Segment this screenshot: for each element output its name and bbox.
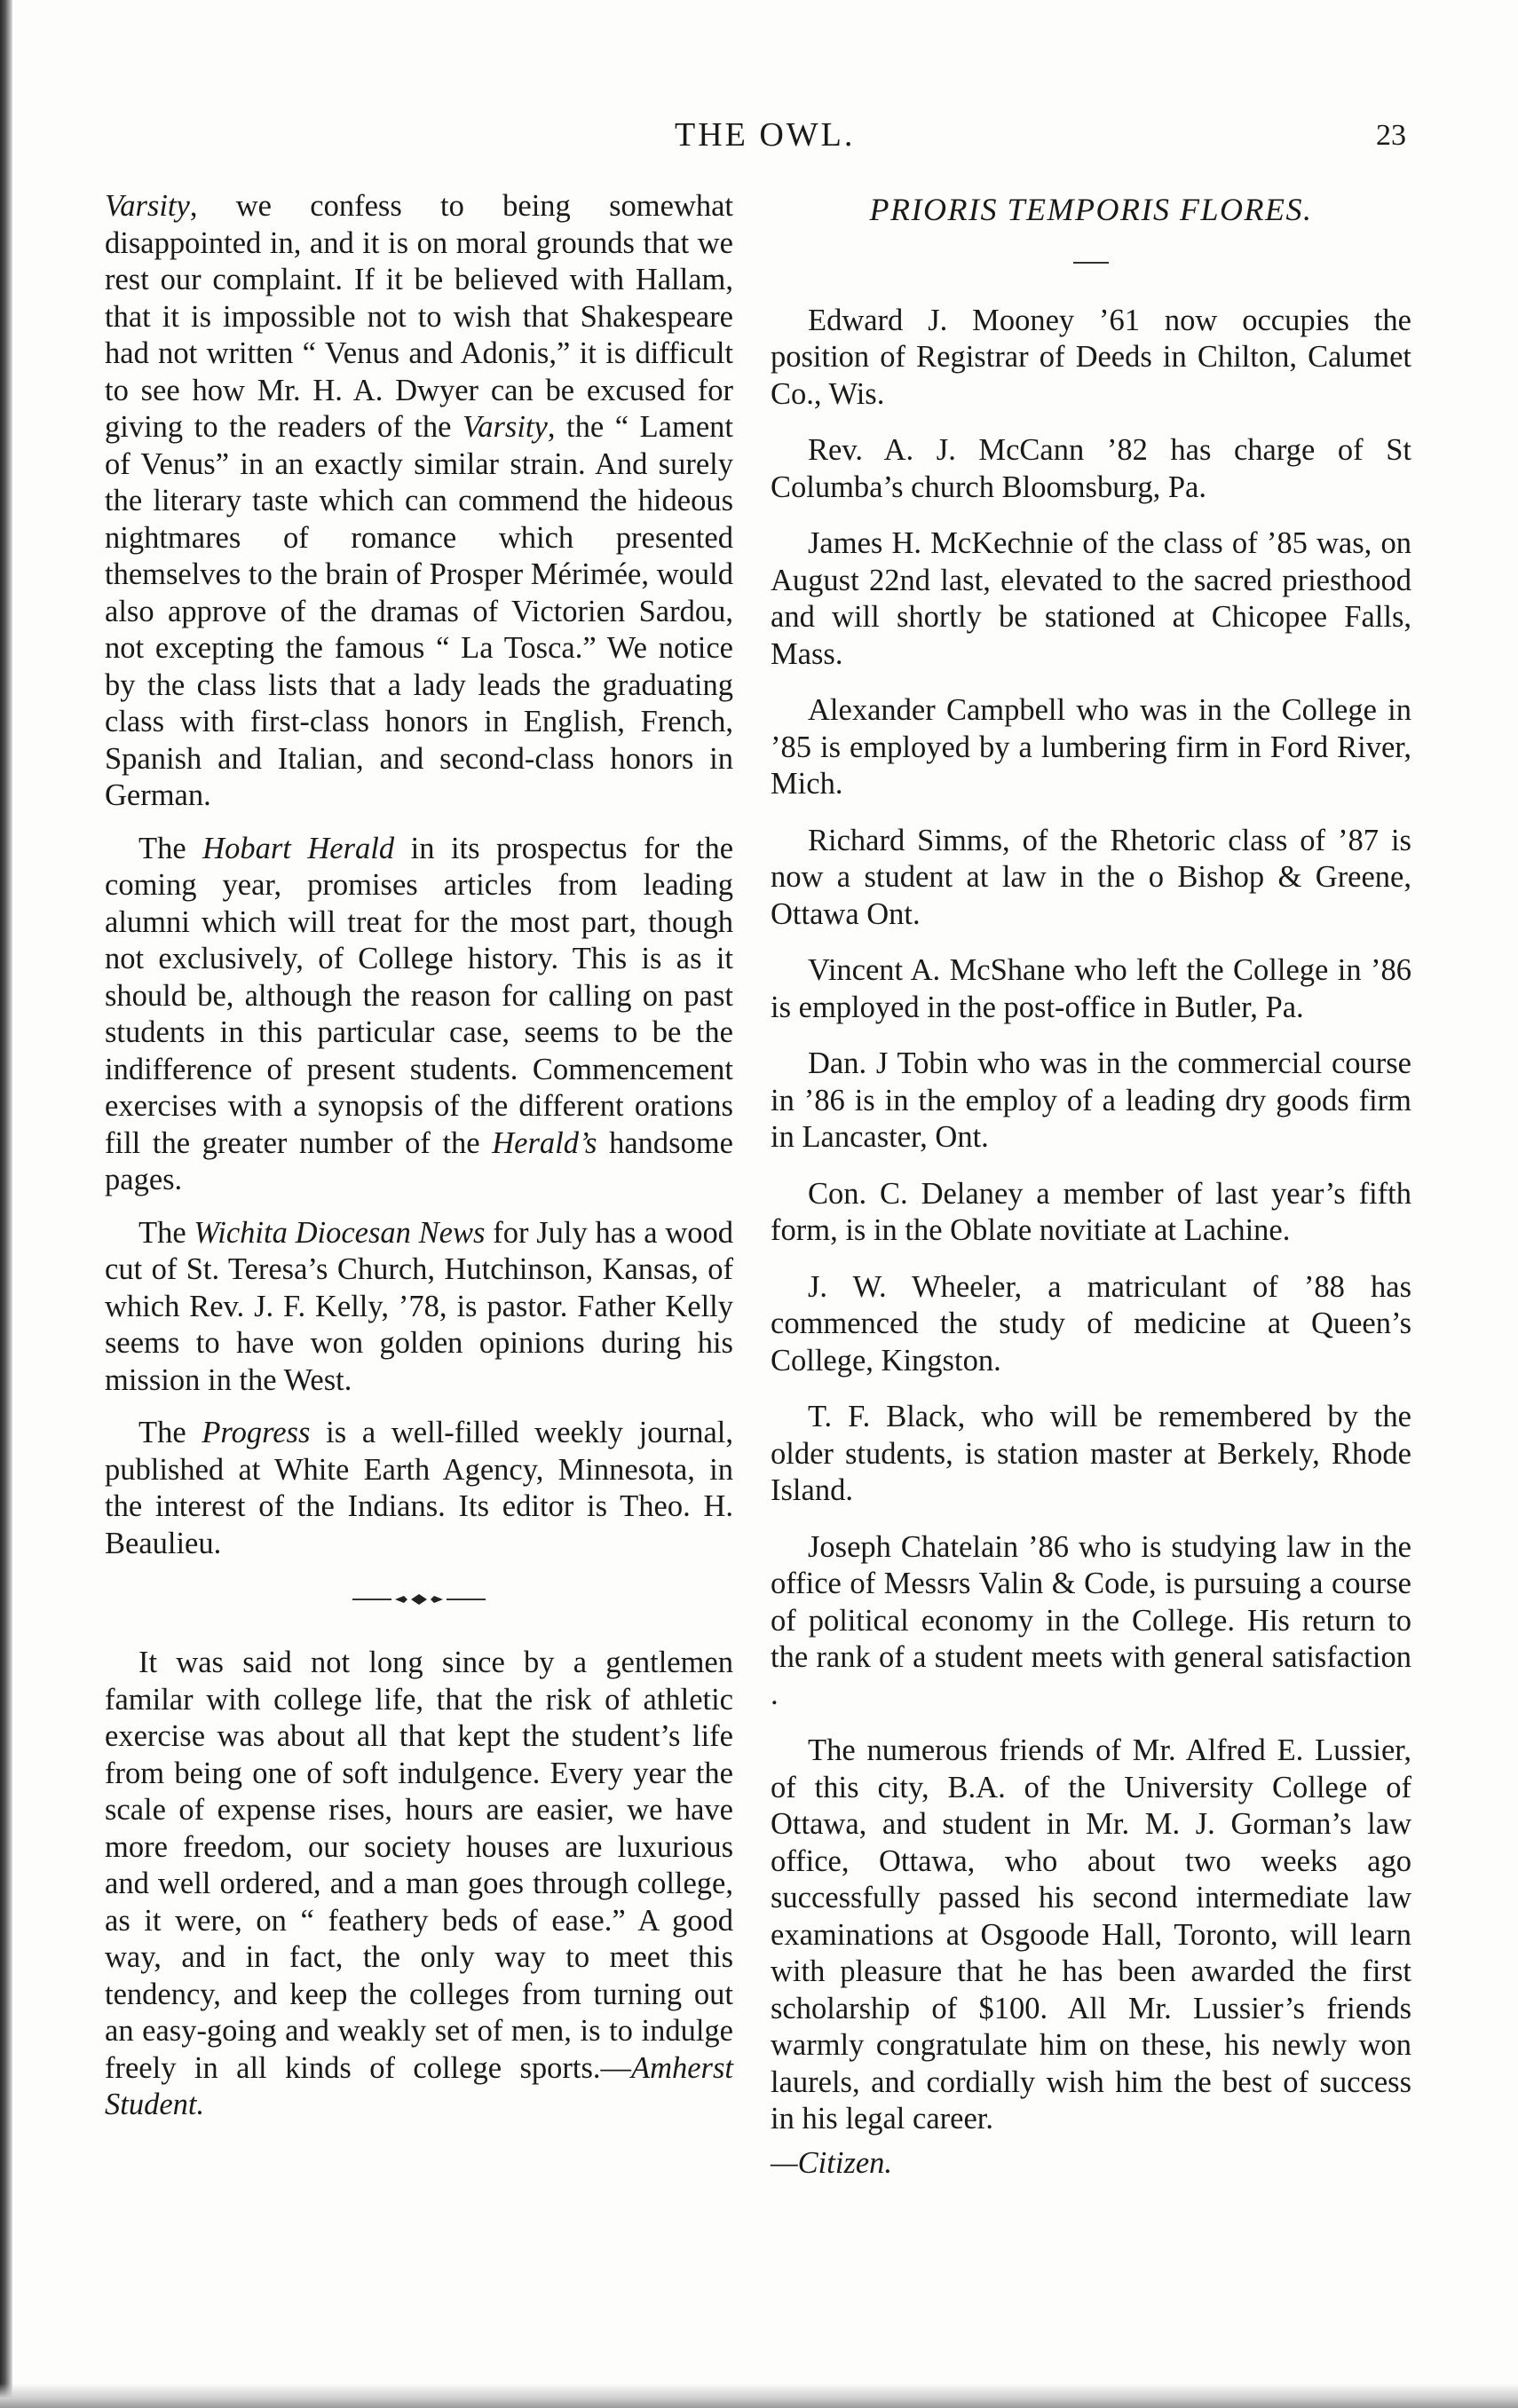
publication-title: Hobart Herald	[202, 831, 395, 865]
news-item: Con. C. Delaney a member of last year’s fifth form, is in the Oblate novitiate at Lachine.	[771, 1176, 1411, 1247]
article-paragraph	[105, 1415, 733, 1562]
left-column	[105, 188, 733, 2140]
article-paragraph	[105, 831, 733, 1199]
page-number: 23	[1376, 119, 1406, 152]
page-bottom-shadow	[0, 2383, 1518, 2408]
news-item: Joseph Chatelain ’86 who is studying law in the office of Messrs Valin & Code, is pursuing a course of political economy in the College. His return to the rank of a student meets with general satisfaction .	[771, 1529, 1411, 1711]
publication-title: Progress	[202, 1416, 311, 1449]
citation: —Citizen.	[771, 2145, 893, 2180]
publication-title: Herald’s	[492, 1125, 597, 1160]
citation: Amherst Student.	[105, 2050, 733, 2121]
page-header	[0, 115, 1518, 169]
news-item: J. W. Wheeler, a matriculant of ’88 has commenced the study of medicine at Queen’s College, Kingston.	[771, 1269, 1411, 1378]
publication-title: Varsity	[463, 410, 548, 444]
news-item: Rev. A. J. McCann ’82 has charge of St Columba’s church Bloomsburg, Pa.	[771, 433, 1411, 504]
publication-title: Wichita Diocesan News	[194, 1215, 486, 1250]
news-item: The numerous friends of Mr. Alfred E. Lussier, of this city, B.A. of the University College of Ottawa, and student in Mr. M. J. Gorman’s law office, Ottawa, who about two weeks ago successfully passed his second intermediate law examinations at Osgoode Hall, Toronto, will learn with pleasure that he has been awarded the first scholarship of $100. All Mr. Lussier’s friends warmly congratulate him on these, his newly won laurels, and cordially wish him the best of success in his legal career.	[771, 1733, 1411, 2136]
paragraph-text: handsome pages.	[105, 1125, 733, 1196]
ornament-rule-icon	[352, 1593, 486, 1606]
article-paragraph	[105, 1215, 733, 1400]
ornament-divider	[105, 1587, 733, 1606]
paragraph-text: , the “ Lament of Venus” in an exactly similar strain. And surely the literary taste which can commend the hideous nightmares of romance which presented themselves to the brain of Prosper Mérimée, would also approve of the dramas of Victorien Sardou, not excepting the famous “ La Tosca.” We notice by the class lists that a lady leads the graduating class with first-class honors in English, French, Spanish and Italian, and second-class honors in German.	[105, 410, 733, 812]
article-paragraph	[105, 1645, 733, 2124]
news-item: Alexander Campbell who was in the College in ’85 is employed by a lumbering firm in Ford River, Mich.	[771, 693, 1411, 801]
news-item: Edward J. Mooney ’61 now occupies the position of Registrar of Deeds in Chilton, Calumet Co., Wis.	[771, 303, 1411, 411]
news-item: T. F. Black, who will be remembered by the older students, is station master at Berkely, Rhode Island.	[771, 1400, 1411, 1507]
running-title: THE OWL.	[675, 116, 856, 154]
news-item: Richard Simms, of the Rhetoric class of ’87 is now a student at law in the o Bishop & Greene, Ottawa Ont.	[771, 823, 1411, 931]
paragraph-text: The	[138, 1215, 194, 1250]
publication-title: Varsity	[105, 189, 190, 223]
binding-edge	[0, 0, 12, 2408]
section-heading: PRIORIS TEMPORIS FLORES.	[869, 192, 1313, 227]
news-item: Dan. J Tobin who was in the commercial course in ’86 is in the employ of a leading dry goods firm in Lancaster, Ont.	[771, 1046, 1411, 1154]
paragraph-text: is a well-filled weekly journal, published at White Earth Agency, Minnesota, in the interest of the Indians. Its editor is Theo. H. Beaulieu.	[105, 1416, 733, 1560]
paragraph-text: for July has a wood cut of St. Teresa’s Church, Hutchinson, Kansas, of which Rev. J. F. Kelly, ’78, is pastor. Father Kelly seems to have won golden opinions during his mission in the West.	[105, 1215, 733, 1397]
short-rule	[771, 245, 1411, 264]
right-column	[771, 188, 1411, 2198]
dash-rule-line	[1073, 262, 1109, 264]
paragraph-text: It was said not long since by a gentlemen familar with college life, that the risk of athletic exercise was about all that kept the student’s life from being one of soft indulgence. Every year the scale of expense rises, hours are easier, we have more freedom, our society houses are luxurious and well ordered, and a man goes through college, as it were, on “ feathery beds of ease.” A good way, and in fact, the only way to meet this tendency, and keep the colleges from turning out an easy-going and weakly set of men, is to indulge freely in all kinds of college sports.—	[105, 1646, 733, 2085]
paragraph-text: in its prospectus for the coming year, promises articles from leading alumni which will treat for the most part, though not exclusively, of College history. This is as it should be, although the reason for calling on past students in this particular case, seems to be the indifference of present students. Commencement exercises with a synopsis of the different orations fill the greater number of the	[105, 831, 734, 1160]
paragraph-text: The	[138, 1416, 202, 1449]
news-item: James H. McKechnie of the class of ’85 was, on August 22nd last, elevated to the sacred priesthood and will shortly be stationed at Chicopee Falls, Mass.	[771, 526, 1411, 671]
news-item: Vincent A. McShane who left the College in ’86 is employed in the post-office in Butler, Pa.	[771, 953, 1411, 1024]
article-paragraph	[105, 188, 733, 815]
paragraph-text: , we confess to being somewhat disappointed in, and it is on moral grounds that we rest our complaint. If it be believed with Hallam, that it is impossible not to wish that Shakespeare had not written “ Venus and Adonis,” it is difficult to see how Mr. H. A. Dwyer can be excused for giving to the readers of the	[105, 189, 733, 444]
paragraph-text: The	[138, 831, 203, 865]
